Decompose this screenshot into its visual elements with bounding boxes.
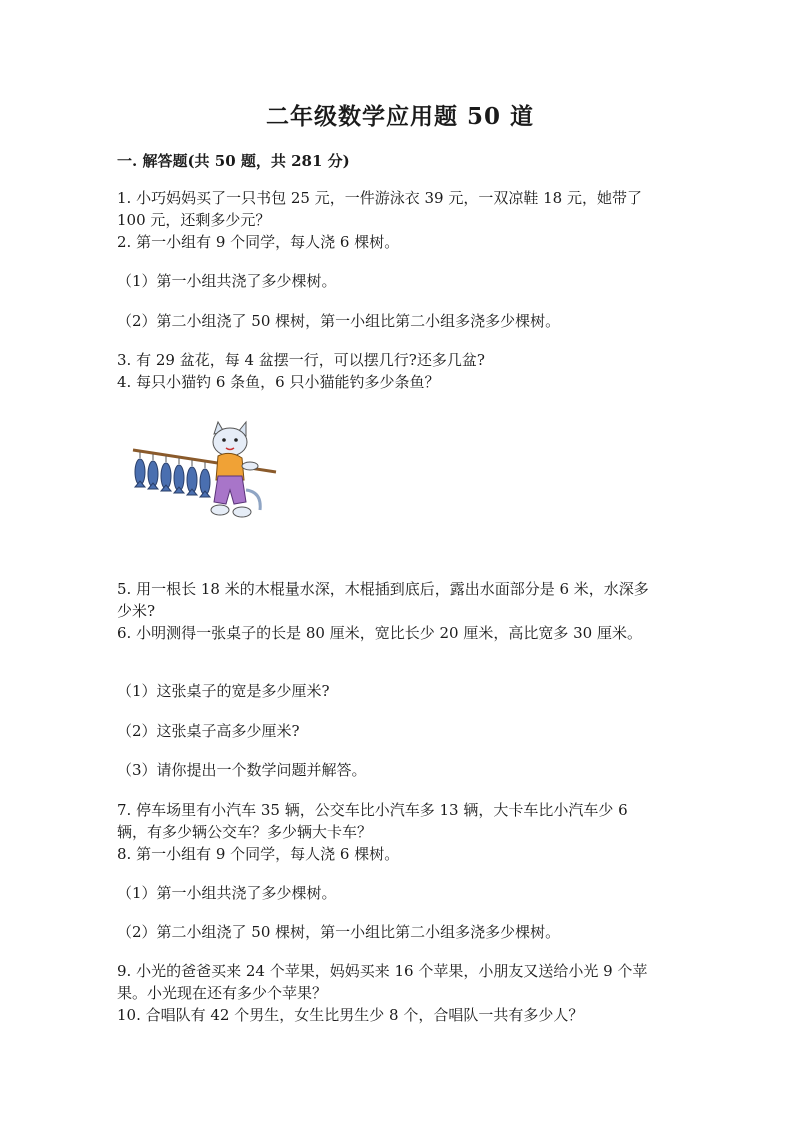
question-6: 6. 小明测得一张桌子的长是 80 厘米，宽比长少 20 厘米，高比宽多 30 厘米。 [117,624,642,642]
question-1-line-1: 1. 小巧妈妈买了一只书包 25 元，一件游泳衣 39 元，一双凉鞋 18 元，她带了 [117,189,642,207]
cat-figure [211,422,260,517]
question-2: 2. 第一小组有 9 个同学，每人浇 6 棵树。 [117,233,400,251]
question-3: 3. 有 29 盆花，每 4 盆摆一行，可以摆几行?还多几盆? [117,351,485,369]
question-6-part-3: （3）请你提出一个数学问题并解答。 [117,761,367,779]
question-7-line-2: 辆，有多少辆公交车？多少辆大卡车？ [117,823,373,841]
question-6-part-1: （1）这张桌子的宽是多少厘米? [117,682,330,700]
question-8: 8. 第一小组有 9 个同学，每人浇 6 棵树。 [117,845,400,863]
question-2-part-2: （2）第二小组浇了 50 棵树，第一小组比第二小组多浇多少棵树。 [117,312,561,330]
question-5-line-2: 少米? [117,602,156,620]
question-7-line-1: 7. 停车场里有小汽车 35 辆，公交车比小汽车多 13 辆，大卡车比小汽车少 6 [117,801,628,819]
question-6-part-2: （2）这张桌子高多少厘米? [117,722,300,740]
cat-fishing-illustration [130,420,280,530]
page-title: 二年级数学应用题 50 道 [265,103,535,130]
question-8-part-2: （2）第二小组浇了 50 棵树，第一小组比第二小组多浇多少棵树。 [117,923,561,941]
question-10: 10. 合唱队有 42 个男生，女生比男生少 8 个，合唱队一共有多少人？ [117,1006,584,1024]
question-9-line-2: 果。小光现在还有多少个苹果？ [117,984,328,1002]
question-5-line-1: 5. 用一根长 18 米的木棍量水深，木棍插到底后，露出水面部分是 6 米，水深多 [117,580,649,598]
section-heading: 一. 解答题(共 50 题，共 281 分) [117,152,350,170]
question-1-line-2: 100 元，还剩多少元？ [117,211,271,229]
question-9-line-1: 9. 小光的爸爸买来 24 个苹果，妈妈买来 16 个苹果，小朋友又送给小光 9 个苹 [117,962,648,980]
question-2-part-1: （1）第一小组共浇了多少棵树。 [117,272,337,290]
question-8-part-1: （1）第一小组共浇了多少棵树。 [117,884,337,902]
question-4: 4. 每只小猫钓 6 条鱼，6 只小猫能钓多少条鱼？ [117,373,440,391]
